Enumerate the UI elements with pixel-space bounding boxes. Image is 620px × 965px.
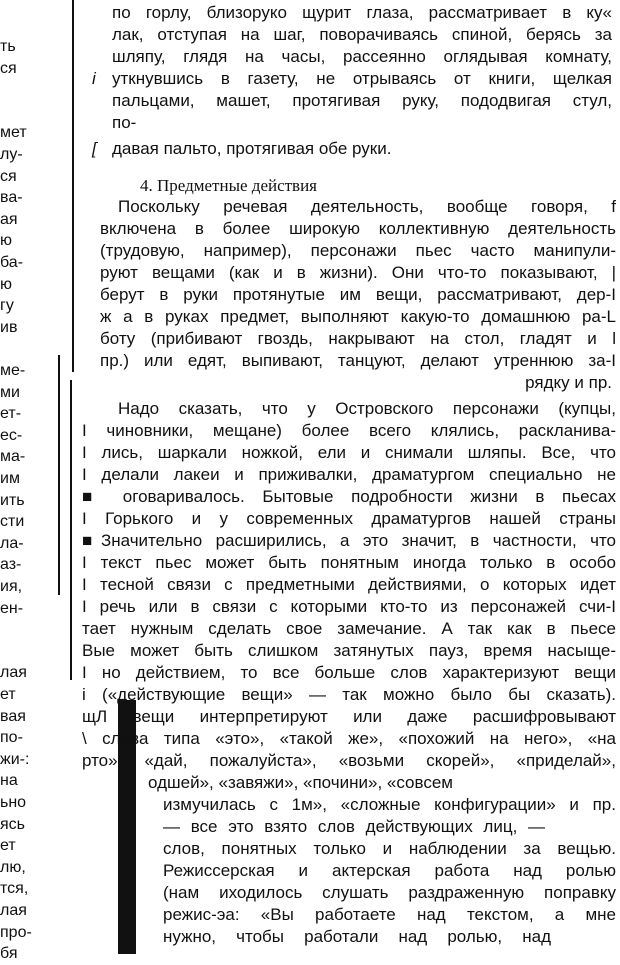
left-column-fragment: лая <box>0 664 27 682</box>
left-column-fragment: ме- <box>0 362 26 379</box>
left-column-fragment: ть <box>0 38 16 55</box>
text-line: давая пальто, протягивая обе руки. <box>112 139 392 158</box>
left-column-fragment: аз- <box>0 556 22 574</box>
text-line: I речь или в связи с которыми кто-то из персонажей счи-I <box>82 597 616 616</box>
left-column-fragment: лу- <box>0 146 23 163</box>
text-line: режис-эа: «Вы работаете над текстом, а мне <box>163 905 616 924</box>
text-line: тает нужным сделать свое замечание. А так как в пьесе <box>82 619 616 638</box>
left-column-fragment: ю <box>0 232 12 250</box>
text-line: пальцами, машет, протягивая руку, пододвигая стул, <box>112 91 612 110</box>
column-divider-lower <box>70 380 72 680</box>
left-column-fragment: ет <box>0 837 16 855</box>
left-column-fragment: ьно <box>0 794 27 811</box>
left-column-fragment: ая <box>0 210 18 228</box>
text-line: нужно, чтобы работали над ролью, над <box>163 927 551 946</box>
text-line: шляпу, глядя на часы, рассеянно оглядывая комнату, <box>112 47 612 66</box>
text-line: I делали лакеи и приживалки, драматургом специально не <box>82 465 616 484</box>
text-line: щЛ вещи интерпретируют или даже расшифровывают <box>82 707 616 726</box>
text-line: ■ оговаривалось. Бытовые подробности жизни в пьесах <box>82 487 616 506</box>
text-line: по- <box>112 113 137 132</box>
text-line: включена в более широкую коллективную деятельность <box>100 219 616 238</box>
left-column-fragment: ба- <box>0 254 24 271</box>
text-line: I лись, шаркали ножкой, ели и снимали шляпы. Все, что <box>82 443 616 462</box>
left-column-fragment: ю <box>0 275 12 293</box>
left-column-fragment: на <box>0 772 18 790</box>
left-column-fragment: ся <box>0 59 17 77</box>
left-column-fragment: про- <box>0 923 32 941</box>
left-column-fragment: жи-: <box>0 750 30 768</box>
text-line: (нам иходилось слушать раздраженную поправку <box>163 883 616 902</box>
text-line: слов, понятных только и наблюдении за вещью. <box>163 839 616 858</box>
left-column-fragment: гу <box>0 297 14 315</box>
text-line: I текст пьес может быть понятным иногда только в особо <box>82 553 616 572</box>
left-column-fragment: вая <box>0 707 26 725</box>
left-column-fragment: мет <box>0 124 27 142</box>
text-line: измучилась с 1м», «сложные конфигурации» и пр. <box>163 795 616 814</box>
text-line: I Горького и у современных драматургов нашей страны <box>82 509 616 528</box>
text-line: боту (прибивают гвоздь, накрывают на стол, гладят и l <box>100 329 616 348</box>
text-line: Режиссерская и актерская работа над ролью <box>163 861 616 880</box>
left-column-fragment: ет- <box>0 405 22 423</box>
text-line: рто», «дай, пожалуйста», «возьми скорей», «приделай», <box>82 751 616 770</box>
left-column-fragment: ен- <box>0 599 24 617</box>
text-line: (трудовую, например), персонажи пьес часто манипули- <box>100 241 616 260</box>
text-line: пр.) или едят, выпивают, танцуют, делают утреннюю за-I <box>100 351 616 370</box>
left-column-fragment: лая <box>0 902 27 919</box>
left-column-fragment: ясь <box>0 815 25 833</box>
left-column-fragment: ить <box>0 491 25 509</box>
left-column-fragment: ес- <box>0 426 23 444</box>
left-column-fragment: тся, <box>0 880 29 898</box>
left-column-fragment: ия, <box>0 578 23 595</box>
margin-marker-i: i <box>92 69 96 88</box>
text-line: по горлу, близоруко щурит глаза, рассматривает в ку« <box>112 3 612 22</box>
text-line: Вые может быть слишком затянутых пауз, время насыще- <box>82 641 616 660</box>
text-line: — все это взято слов действующих лиц, — <box>163 817 545 836</box>
column-divider-middle <box>58 355 60 595</box>
left-column-fragment: ет <box>0 686 16 703</box>
text-line: I тесной связи с предметными действиями, о которых идет <box>82 575 616 594</box>
text-line: одшей», «завяжи», «почини», «совсем <box>148 773 453 792</box>
text-line: Поскольку речевая деятельность, вообще говоря, f <box>118 197 616 216</box>
column-divider-top <box>72 0 74 372</box>
left-column-fragment: ив <box>0 318 18 336</box>
margin-marker-bracket: [ <box>92 139 97 158</box>
left-column-fragment: ми <box>0 383 20 401</box>
text-line: ■Значительно расширились, а это значит, в частности, что <box>82 531 616 550</box>
left-column-fragment: ва- <box>0 189 23 207</box>
left-column-fragment: ся <box>0 167 17 185</box>
left-column-fragment: лю, <box>0 858 26 876</box>
left-column-fragment: ла- <box>0 534 24 552</box>
text-line: ж а в руках предмет, выполняют какую-то домашнюю ра-L <box>100 307 616 326</box>
text-line: Надо сказать, что у Островского персонажи (купцы, <box>118 399 616 418</box>
text-line: \ слова типа «это», «такой же», «похожий на него», «на <box>82 729 616 748</box>
left-column-fragment: по- <box>0 729 23 747</box>
text-line: рядку и пр. <box>525 373 612 392</box>
text-line: i («действующие вещи» — так можно было бы сказать). <box>82 685 616 704</box>
left-column-fragment: сти <box>0 513 25 531</box>
left-column-fragment: бя <box>0 945 18 963</box>
text-line: лак, отступая на шаг, поворачиваясь спиной, берясь за <box>112 25 612 44</box>
text-line: I но действием, то все больше слов характеризуют вещи <box>82 663 616 682</box>
left-column-fragment: ма- <box>0 448 26 466</box>
section-heading: 4. Предметные действия <box>140 176 318 195</box>
text-line: руют вещами (как и в жизни). Они что-то показывают, | <box>100 263 616 282</box>
text-line: I чиновники, мещане) более всего клялись, раскланива- <box>82 421 616 440</box>
text-line: уткнувшись в газету, не отрываясь от книги, щелкая <box>112 69 612 88</box>
left-column-fragment: им <box>0 470 20 487</box>
text-line: берут в руки протянутые им вещи, рассматривают, дер-I <box>100 285 616 304</box>
